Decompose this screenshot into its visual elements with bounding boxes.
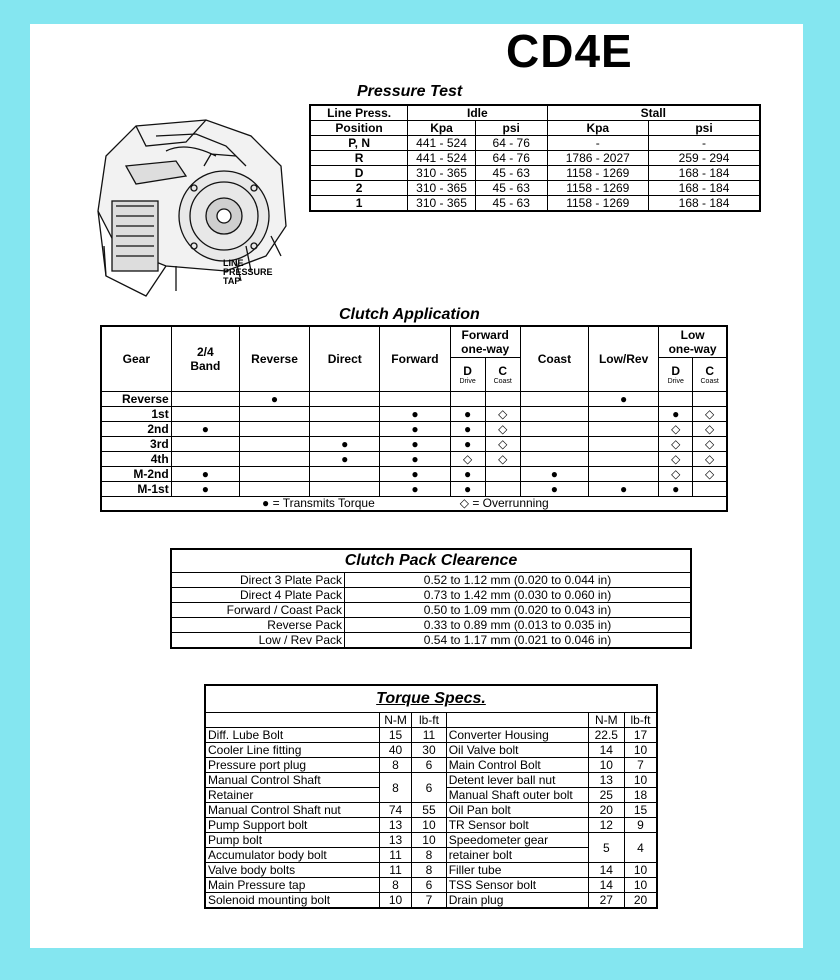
value-cell: 45 - 63 — [475, 166, 547, 181]
band-header — [171, 326, 239, 392]
position-cell: 2 — [310, 181, 408, 196]
value-cell: 1158 - 1269 — [547, 166, 649, 181]
value-cell: - — [547, 136, 649, 151]
torque-nm: 11 — [379, 863, 411, 878]
header-cell: Stall — [547, 105, 760, 121]
value-cell: 441 - 524 — [408, 136, 476, 151]
header-line: Forward — [461, 328, 509, 343]
table-cell — [310, 482, 380, 497]
torque-item: Drain plug — [446, 893, 588, 909]
torque-lbft: 10 — [412, 833, 446, 848]
caption-line: TAP — [223, 276, 241, 286]
value-cell: 310 - 365 — [408, 196, 476, 212]
illustration-caption — [223, 259, 273, 286]
forward-header: Forward — [380, 326, 450, 392]
torque-lbft: 10 — [625, 878, 657, 893]
table-cell — [520, 407, 588, 422]
applied-dot: ● — [310, 452, 380, 467]
torque-item: Manual Control Shaft — [205, 773, 379, 788]
torque-lbft: 55 — [412, 803, 446, 818]
gear-cell: M-2nd — [101, 467, 171, 482]
header-cell: Kpa — [408, 121, 476, 136]
applied-dot: ● — [450, 437, 485, 452]
position-cell: D — [310, 166, 408, 181]
header-letter: C — [498, 364, 508, 379]
torque-lbft: 10 — [625, 863, 657, 878]
torque-item: Solenoid mounting bolt — [205, 893, 379, 909]
torque-item: Manual Control Shaft nut — [205, 803, 379, 818]
torque-nm: 20 — [588, 803, 624, 818]
header-letter: D — [463, 364, 472, 379]
torque-lbft: 20 — [625, 893, 657, 909]
position-cell: 1 — [310, 196, 408, 212]
torque-lbft: 10 — [625, 773, 657, 788]
value-cell: 259 - 294 — [649, 151, 760, 166]
torque-item: TR Sensor bolt — [446, 818, 588, 833]
overrunning-diamond: ◇ — [659, 452, 693, 467]
table-cell — [171, 437, 239, 452]
table-row — [205, 878, 657, 893]
torque-nm: 8 — [379, 758, 411, 773]
clutch-application-body — [101, 392, 727, 497]
applied-dot: ● — [171, 482, 239, 497]
table-row — [101, 437, 727, 452]
pack-name: Direct 3 Plate Pack — [171, 573, 345, 588]
table-cell — [589, 422, 659, 437]
torque-nm: 15 — [379, 728, 411, 743]
torque-lbft: 17 — [625, 728, 657, 743]
clutch-application-title: Clutch Application — [339, 306, 480, 323]
clutch-pack-body — [171, 573, 691, 649]
torque-item: Oil Valve bolt — [446, 743, 588, 758]
pressure-test-table — [309, 104, 761, 212]
clutch-pack-table — [170, 548, 692, 649]
table-cell — [171, 392, 239, 407]
torque-specs-table — [204, 684, 658, 909]
overrunning-diamond: ◇ — [659, 437, 693, 452]
applied-dot: ● — [239, 392, 309, 407]
pack-name: Reverse Pack — [171, 618, 345, 633]
applied-dot: ● — [171, 422, 239, 437]
table-cell — [310, 392, 380, 407]
torque-item: Detent lever ball nut — [446, 773, 588, 788]
position-cell: R — [310, 151, 408, 166]
torque-item: Retainer — [205, 788, 379, 803]
value-cell: 310 - 365 — [408, 166, 476, 181]
overrunning-diamond: ◇ — [659, 467, 693, 482]
torque-nm: 14 — [588, 863, 624, 878]
table-cell — [589, 437, 659, 452]
table-row — [171, 633, 691, 649]
torque-nm: 8 — [379, 773, 411, 803]
torque-lbft: 8 — [412, 848, 446, 863]
table-row — [205, 773, 657, 788]
table-row — [310, 151, 760, 166]
table-row — [171, 603, 691, 618]
header-cell: Idle — [408, 105, 547, 121]
header-sub: Coast — [700, 378, 719, 386]
torque-lbft: 6 — [412, 773, 446, 803]
header-cell: N-M — [588, 713, 624, 728]
torque-lbft: 15 — [625, 803, 657, 818]
header-letter: C — [705, 364, 714, 379]
table-cell — [171, 452, 239, 467]
table-cell — [380, 392, 450, 407]
torque-item: retainer bolt — [446, 848, 588, 863]
clutch-pack-title: Clutch Pack Clearence — [171, 549, 691, 573]
applied-dot: ● — [659, 407, 693, 422]
reverse-header: Reverse — [239, 326, 309, 392]
torque-item: Filler tube — [446, 863, 588, 878]
table-cell — [239, 482, 309, 497]
torque-item: Oil Pan bolt — [446, 803, 588, 818]
table-cell — [239, 437, 309, 452]
table-cell — [239, 452, 309, 467]
torque-item: Cooler Line fitting — [205, 743, 379, 758]
applied-dot: ● — [589, 482, 659, 497]
pack-clearance: 0.50 to 1.09 mm (0.020 to 0.043 in) — [345, 603, 692, 618]
torque-lbft: 7 — [625, 758, 657, 773]
legend-torque: ● = Transmits Torque — [262, 496, 375, 510]
overrunning-diamond: ◇ — [450, 452, 485, 467]
header-line: one-way — [461, 342, 510, 357]
clutch-application-table — [100, 325, 728, 512]
table-row — [205, 758, 657, 773]
pressure-test-title: Pressure Test — [357, 83, 463, 100]
table-cell — [485, 467, 520, 482]
header-cell — [446, 713, 588, 728]
table-cell — [485, 392, 520, 407]
position-cell: P, N — [310, 136, 408, 151]
header-sub: Drive — [459, 378, 476, 386]
pack-clearance: 0.33 to 0.89 mm (0.013 to 0.035 in) — [345, 618, 692, 633]
direct-header: Direct — [310, 326, 380, 392]
torque-nm: 10 — [379, 893, 411, 909]
table-row — [101, 392, 727, 407]
pack-clearance: 0.52 to 1.12 mm (0.020 to 0.044 in) — [345, 573, 692, 588]
torque-item: Pressure port plug — [205, 758, 379, 773]
header-cell: Kpa — [547, 121, 649, 136]
value-cell: 45 - 63 — [475, 181, 547, 196]
table-title-row — [171, 549, 691, 573]
table-row — [171, 618, 691, 633]
value-cell: 45 - 63 — [475, 196, 547, 212]
table-title-row — [205, 685, 657, 713]
table-row — [310, 166, 760, 181]
table-cell — [310, 422, 380, 437]
torque-lbft: 7 — [412, 893, 446, 909]
torque-lbft: 11 — [412, 728, 446, 743]
overrunning-diamond: ◇ — [485, 407, 520, 422]
torque-lbft: 6 — [412, 878, 446, 893]
torque-nm: 13 — [379, 818, 411, 833]
table-header-row — [101, 326, 727, 358]
legend-cell — [101, 497, 727, 512]
torque-item: Main Control Bolt — [446, 758, 588, 773]
table-cell — [450, 392, 485, 407]
pack-clearance: 0.54 to 1.17 mm (0.021 to 0.046 in) — [345, 633, 692, 649]
table-row — [171, 573, 691, 588]
applied-dot: ● — [380, 452, 450, 467]
overrunning-diamond: ◇ — [693, 467, 727, 482]
torque-item: TSS Sensor bolt — [446, 878, 588, 893]
header-sub: Drive — [667, 378, 684, 386]
applied-dot: ● — [171, 467, 239, 482]
table-cell — [659, 392, 693, 407]
table-header-row — [310, 121, 760, 136]
value-cell: 1786 - 2027 — [547, 151, 649, 166]
header-cell: lb-ft — [412, 713, 446, 728]
gear-cell: 2nd — [101, 422, 171, 437]
torque-nm: 25 — [588, 788, 624, 803]
drive-subheader — [450, 358, 485, 392]
torque-item: Speedometer gear — [446, 833, 588, 848]
torque-nm: 8 — [379, 878, 411, 893]
table-row — [101, 467, 727, 482]
applied-dot: ● — [520, 467, 588, 482]
header-cell: Line Press. — [310, 105, 408, 121]
header-letter: D — [671, 364, 681, 379]
applied-dot: ● — [450, 482, 485, 497]
torque-item: Pump bolt — [205, 833, 379, 848]
table-cell — [485, 482, 520, 497]
applied-dot: ● — [450, 467, 485, 482]
applied-dot: ● — [450, 407, 485, 422]
header-line: 2/4 — [196, 345, 214, 359]
value-cell: 168 - 184 — [649, 181, 760, 196]
value-cell: 1158 - 1269 — [547, 181, 649, 196]
table-header-row — [310, 105, 760, 121]
table-cell — [520, 452, 588, 467]
table-cell — [520, 437, 588, 452]
overrunning-diamond: ◇ — [485, 422, 520, 437]
table-row — [310, 181, 760, 196]
applied-dot: ● — [380, 467, 450, 482]
table-cell — [171, 407, 239, 422]
applied-dot: ● — [520, 482, 588, 497]
torque-nm: 5 — [588, 833, 624, 863]
pack-name: Direct 4 Plate Pack — [171, 588, 345, 603]
torque-lbft: 4 — [625, 833, 657, 863]
table-cell — [239, 422, 309, 437]
applied-dot: ● — [589, 392, 659, 407]
table-cell — [310, 467, 380, 482]
header-cell: lb-ft — [625, 713, 657, 728]
drive-subheader — [659, 358, 693, 392]
pressure-test-body — [310, 136, 760, 212]
table-row — [205, 803, 657, 818]
table-cell — [693, 482, 727, 497]
pack-name: Forward / Coast Pack — [171, 603, 345, 618]
torque-nm: 11 — [379, 848, 411, 863]
applied-dot: ● — [380, 437, 450, 452]
gear-cell: 1st — [101, 407, 171, 422]
caption-line: PRESSURE — [223, 267, 273, 277]
applied-dot: ● — [450, 422, 485, 437]
table-cell — [310, 407, 380, 422]
value-cell: 1158 - 1269 — [547, 196, 649, 212]
torque-item: Pump Support bolt — [205, 818, 379, 833]
torque-specs-body — [205, 728, 657, 909]
table-cell — [589, 452, 659, 467]
table-cell — [239, 467, 309, 482]
table-row — [205, 743, 657, 758]
forward-oneway-header — [450, 326, 520, 358]
pack-name: Low / Rev Pack — [171, 633, 345, 649]
torque-nm: 13 — [379, 833, 411, 848]
value-cell: 168 - 184 — [649, 196, 760, 212]
table-row — [310, 196, 760, 212]
table-cell — [693, 392, 727, 407]
table-row — [101, 482, 727, 497]
table-row — [101, 452, 727, 467]
applied-dot: ● — [310, 437, 380, 452]
value-cell: - — [649, 136, 760, 151]
table-cell — [520, 392, 588, 407]
gear-cell: M-1st — [101, 482, 171, 497]
table-header-row — [205, 713, 657, 728]
overrunning-diamond: ◇ — [693, 422, 727, 437]
table-row — [205, 818, 657, 833]
header-line: Band — [190, 359, 221, 373]
legend-overrunning: ◇ = Overrunning — [459, 496, 549, 510]
torque-item: Diff. Lube Bolt — [205, 728, 379, 743]
torque-nm: 12 — [588, 818, 624, 833]
gear-cell: 4th — [101, 452, 171, 467]
torque-nm: 40 — [379, 743, 411, 758]
applied-dot: ● — [380, 482, 450, 497]
torque-lbft: 10 — [412, 818, 446, 833]
table-row — [101, 422, 727, 437]
torque-item: Main Pressure tap — [205, 878, 379, 893]
applied-dot: ● — [380, 407, 450, 422]
header-cell: N-M — [379, 713, 411, 728]
torque-lbft: 6 — [412, 758, 446, 773]
gear-cell: Reverse — [101, 392, 171, 407]
torque-nm: 74 — [379, 803, 411, 818]
torque-nm: 10 — [588, 758, 624, 773]
coast-subheader — [693, 358, 727, 392]
torque-nm: 14 — [588, 743, 624, 758]
low-oneway-header — [659, 326, 727, 358]
lowrev-header: Low/Rev — [589, 326, 659, 392]
value-cell: 441 - 524 — [408, 151, 476, 166]
torque-nm: 14 — [588, 878, 624, 893]
torque-lbft: 30 — [412, 743, 446, 758]
coast-subheader — [485, 358, 520, 392]
overrunning-diamond: ◇ — [693, 407, 727, 422]
document-title: CD4E — [506, 25, 633, 77]
applied-dot: ● — [380, 422, 450, 437]
torque-item: Converter Housing — [446, 728, 588, 743]
header-line: one-way — [668, 342, 717, 357]
torque-nm: 22.5 — [588, 728, 624, 743]
table-row — [205, 893, 657, 909]
overrunning-diamond: ◇ — [693, 437, 727, 452]
document-page — [30, 24, 803, 948]
torque-nm: 13 — [588, 773, 624, 788]
torque-lbft: 9 — [625, 818, 657, 833]
header-cell — [205, 713, 379, 728]
header-cell: psi — [475, 121, 547, 136]
table-row — [310, 136, 760, 151]
torque-nm: 27 — [588, 893, 624, 909]
value-cell: 64 - 76 — [475, 151, 547, 166]
overrunning-diamond: ◇ — [693, 452, 727, 467]
torque-lbft: 10 — [625, 743, 657, 758]
applied-dot: ● — [659, 482, 693, 497]
torque-lbft: 18 — [625, 788, 657, 803]
torque-item: Accumulator body bolt — [205, 848, 379, 863]
torque-specs-title: Torque Specs. — [205, 685, 657, 713]
overrunning-diamond: ◇ — [485, 452, 520, 467]
table-row — [205, 728, 657, 743]
table-cell — [520, 422, 588, 437]
value-cell: 310 - 365 — [408, 181, 476, 196]
torque-item: Valve body bolts — [205, 863, 379, 878]
torque-item: Manual Shaft outer bolt — [446, 788, 588, 803]
overrunning-diamond: ◇ — [659, 422, 693, 437]
header-sub: Coast — [493, 378, 512, 386]
gear-header: Gear — [101, 326, 171, 392]
overrunning-diamond: ◇ — [485, 437, 520, 452]
legend-row — [101, 497, 727, 512]
table-cell — [589, 467, 659, 482]
pack-clearance: 0.73 to 1.42 mm (0.030 to 0.060 in) — [345, 588, 692, 603]
table-row — [171, 588, 691, 603]
value-cell: 64 - 76 — [475, 136, 547, 151]
value-cell: 168 - 184 — [649, 166, 760, 181]
coast-header: Coast — [520, 326, 588, 392]
table-row — [205, 833, 657, 848]
header-cell: psi — [649, 121, 760, 136]
table-cell — [239, 407, 309, 422]
table-row — [205, 863, 657, 878]
header-line: Low — [680, 328, 705, 343]
table-row — [101, 407, 727, 422]
header-cell: Position — [310, 121, 408, 136]
gear-cell: 3rd — [101, 437, 171, 452]
table-cell — [589, 407, 659, 422]
torque-lbft: 8 — [412, 863, 446, 878]
caption-line: LINE — [223, 258, 244, 268]
